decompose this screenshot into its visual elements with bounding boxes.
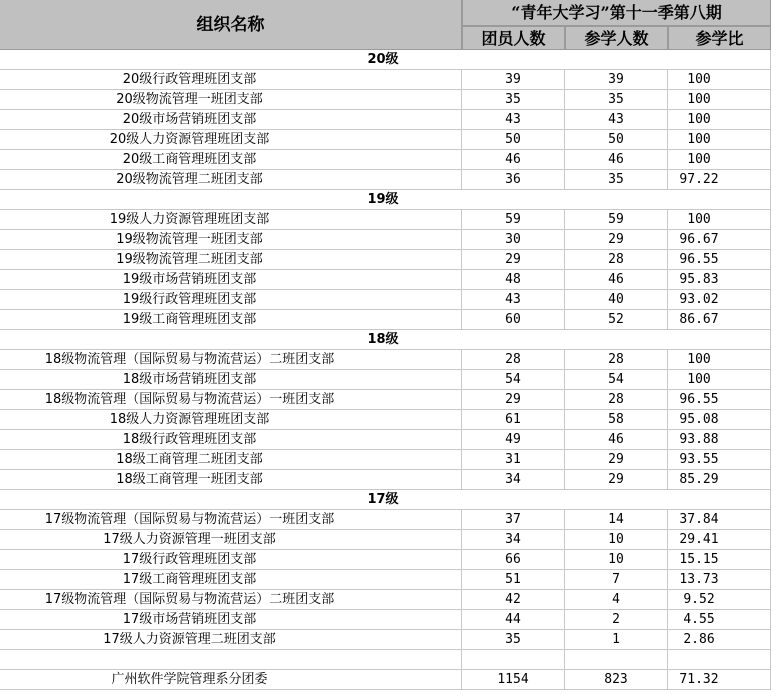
cell-org-name-text: 19级市场营销班团支部 bbox=[122, 272, 257, 287]
cell-org-name[interactable] bbox=[0, 590, 462, 610]
cell-participants-text: 28 bbox=[608, 352, 624, 367]
cell-members-text: 35 bbox=[505, 632, 521, 647]
total-row bbox=[0, 670, 777, 690]
cell-org-name-text: 18级工商管理一班团支部 bbox=[116, 472, 263, 487]
cell-members-text: 66 bbox=[505, 552, 521, 567]
cell-ratio-text: 13.73 bbox=[679, 572, 719, 587]
table-row bbox=[0, 590, 777, 610]
group-label[interactable] bbox=[0, 50, 771, 70]
cell-participants-text: 2 bbox=[612, 612, 620, 627]
cell-org-name-text: 18级物流管理（国际贸易与物流营运）二班团支部 bbox=[44, 352, 335, 367]
cell-ratio[interactable] bbox=[668, 290, 771, 310]
cell-ratio-text: 9.52 bbox=[683, 592, 715, 607]
cell-members-text: 31 bbox=[505, 452, 521, 467]
cell-members[interactable] bbox=[462, 450, 565, 470]
cell-members[interactable] bbox=[462, 470, 565, 490]
cell-ratio-text: 4.55 bbox=[683, 612, 715, 627]
cell-participants-text: 29 bbox=[608, 472, 624, 487]
cell-ratio-text: 100 bbox=[687, 132, 711, 147]
cell-ratio[interactable] bbox=[668, 530, 771, 550]
cell-ratio[interactable] bbox=[668, 210, 771, 230]
cell-org-name[interactable] bbox=[0, 170, 462, 190]
cell-members[interactable] bbox=[462, 230, 565, 250]
blank-cell[interactable] bbox=[462, 650, 565, 670]
cell-org-name[interactable] bbox=[0, 310, 462, 330]
cell-ratio-text: 93.88 bbox=[679, 432, 719, 447]
cell-ratio-text: 95.08 bbox=[679, 412, 719, 427]
cell-org-name-text: 19级人力资源管理班团支部 bbox=[109, 212, 270, 227]
cell-ratio[interactable] bbox=[668, 510, 771, 530]
cell-participants[interactable] bbox=[565, 70, 668, 90]
cell-ratio-text: 100 bbox=[687, 92, 711, 107]
cell-org-name[interactable] bbox=[0, 110, 462, 130]
group-label-text: 18级 bbox=[367, 332, 399, 347]
cell-ratio-text: 100 bbox=[687, 352, 711, 367]
table-row bbox=[0, 350, 777, 370]
cell-members-text: 51 bbox=[505, 572, 521, 587]
table-row bbox=[0, 410, 777, 430]
cell-participants[interactable] bbox=[565, 150, 668, 170]
cell-ratio[interactable] bbox=[668, 670, 771, 690]
sheet-edge bbox=[771, 0, 777, 696]
cell-members[interactable] bbox=[462, 210, 565, 230]
table-row bbox=[0, 430, 777, 450]
cell-members-text: 42 bbox=[505, 592, 521, 607]
cell-org-name-text: 广州软件学院管理系分团委 bbox=[111, 672, 268, 687]
cell-participants[interactable] bbox=[565, 510, 668, 530]
cell-ratio[interactable] bbox=[668, 90, 771, 110]
cell-org-name-text: 18级行政管理班团支部 bbox=[122, 432, 257, 447]
cell-participants-text: 46 bbox=[608, 272, 624, 287]
cell-org-name[interactable] bbox=[0, 670, 462, 690]
cell-org-name-text: 17级工商管理班团支部 bbox=[122, 572, 257, 587]
group-label-text: 19级 bbox=[367, 192, 399, 207]
cell-org-name[interactable] bbox=[0, 470, 462, 490]
cell-participants[interactable] bbox=[565, 670, 668, 690]
cell-participants-text: 52 bbox=[608, 312, 624, 327]
cell-members[interactable] bbox=[462, 290, 565, 310]
table-row bbox=[0, 130, 777, 150]
cell-participants[interactable] bbox=[565, 110, 668, 130]
cell-members-text: 1154 bbox=[497, 672, 529, 687]
cell-participants[interactable] bbox=[565, 290, 668, 310]
cell-members[interactable] bbox=[462, 670, 565, 690]
table-row bbox=[0, 290, 777, 310]
cell-ratio[interactable] bbox=[668, 610, 771, 630]
group-header-row bbox=[0, 330, 777, 350]
cell-members[interactable] bbox=[462, 110, 565, 130]
cell-org-name-text: 20级人力资源管理班团支部 bbox=[109, 132, 270, 147]
cell-participants[interactable] bbox=[565, 590, 668, 610]
cell-org-name-text: 18级人力资源管理班团支部 bbox=[109, 412, 270, 427]
cell-org-name-text: 17级人力资源管理一班团支部 bbox=[103, 532, 276, 547]
cell-participants-text: 50 bbox=[608, 132, 624, 147]
cell-ratio[interactable] bbox=[668, 70, 771, 90]
cell-org-name[interactable] bbox=[0, 350, 462, 370]
cell-ratio[interactable] bbox=[668, 470, 771, 490]
cell-org-name[interactable] bbox=[0, 230, 462, 250]
cell-org-name[interactable] bbox=[0, 270, 462, 290]
cell-members-text: 60 bbox=[505, 312, 521, 327]
cell-ratio[interactable] bbox=[668, 310, 771, 330]
cell-participants-text: 35 bbox=[608, 172, 624, 187]
cell-org-name[interactable] bbox=[0, 610, 462, 630]
table-row bbox=[0, 610, 777, 630]
cell-members[interactable] bbox=[462, 510, 565, 530]
cell-members-text: 34 bbox=[505, 472, 521, 487]
cell-members[interactable] bbox=[462, 590, 565, 610]
cell-participants-text: 46 bbox=[608, 432, 624, 447]
cell-members-text: 44 bbox=[505, 612, 521, 627]
table-row bbox=[0, 110, 777, 130]
cell-org-name-text: 17级行政管理班团支部 bbox=[122, 552, 257, 567]
cell-members[interactable] bbox=[462, 610, 565, 630]
cell-members[interactable] bbox=[462, 410, 565, 430]
blank-cell[interactable] bbox=[668, 650, 771, 670]
cell-org-name[interactable] bbox=[0, 510, 462, 530]
cell-members[interactable] bbox=[462, 530, 565, 550]
cell-participants-text: 59 bbox=[608, 212, 624, 227]
group-header-row bbox=[0, 50, 777, 70]
cell-org-name[interactable] bbox=[0, 90, 462, 110]
cell-members-text: 50 bbox=[505, 132, 521, 147]
table-row bbox=[0, 270, 777, 290]
cell-members-text: 34 bbox=[505, 532, 521, 547]
cell-members[interactable] bbox=[462, 150, 565, 170]
cell-participants-text: 7 bbox=[612, 572, 620, 587]
cell-participants-text: 28 bbox=[608, 392, 624, 407]
blank-row bbox=[0, 650, 777, 670]
cell-org-name[interactable] bbox=[0, 390, 462, 410]
cell-ratio-text: 96.55 bbox=[679, 252, 719, 267]
cell-ratio-text: 71.32 bbox=[679, 672, 719, 687]
table-row bbox=[0, 370, 777, 390]
cell-participants-text: 823 bbox=[604, 672, 628, 687]
cell-members[interactable] bbox=[462, 90, 565, 110]
cell-participants[interactable] bbox=[565, 530, 668, 550]
cell-members-text: 46 bbox=[505, 152, 521, 167]
cell-org-name[interactable] bbox=[0, 150, 462, 170]
group-label[interactable] bbox=[0, 330, 771, 350]
cell-ratio-text: 37.84 bbox=[679, 512, 719, 527]
cell-org-name-text: 20级物流管理二班团支部 bbox=[116, 172, 263, 187]
cell-ratio[interactable] bbox=[668, 230, 771, 250]
table-row bbox=[0, 210, 777, 230]
cell-participants-text: 28 bbox=[608, 252, 624, 267]
table-row bbox=[0, 630, 777, 650]
cell-participants[interactable] bbox=[565, 450, 668, 470]
cell-participants[interactable] bbox=[565, 310, 668, 330]
table-row bbox=[0, 450, 777, 470]
cell-org-name[interactable] bbox=[0, 410, 462, 430]
cell-ratio-text: 96.67 bbox=[679, 232, 719, 247]
cell-org-name[interactable] bbox=[0, 130, 462, 150]
cell-org-name-text: 20级行政管理班团支部 bbox=[122, 72, 257, 87]
cell-participants-text: 10 bbox=[608, 532, 624, 547]
cell-ratio-text: 100 bbox=[687, 112, 711, 127]
group-label[interactable] bbox=[0, 490, 771, 510]
cell-org-name[interactable] bbox=[0, 570, 462, 590]
cell-participants[interactable] bbox=[565, 610, 668, 630]
cell-participants-text: 40 bbox=[608, 292, 624, 307]
cell-participants[interactable] bbox=[565, 170, 668, 190]
cell-participants[interactable] bbox=[565, 570, 668, 590]
cell-org-name-text: 18级物流管理（国际贸易与物流营运）一班团支部 bbox=[44, 392, 335, 407]
group-label-text: 20级 bbox=[367, 52, 399, 67]
cell-members[interactable] bbox=[462, 310, 565, 330]
table-row bbox=[0, 230, 777, 250]
cell-members-text: 48 bbox=[505, 272, 521, 287]
cell-members[interactable] bbox=[462, 430, 565, 450]
cell-participants-text: 10 bbox=[608, 552, 624, 567]
cell-participants-text: 35 bbox=[608, 92, 624, 107]
table-row bbox=[0, 70, 777, 90]
cell-members-text: 37 bbox=[505, 512, 521, 527]
cell-ratio-text: 100 bbox=[687, 212, 711, 227]
cell-participants-text: 46 bbox=[608, 152, 624, 167]
cell-participants-text: 4 bbox=[612, 592, 620, 607]
blank-cell[interactable] bbox=[0, 650, 462, 670]
cell-members[interactable] bbox=[462, 350, 565, 370]
cell-participants[interactable] bbox=[565, 250, 668, 270]
cell-ratio-text: 93.02 bbox=[679, 292, 719, 307]
cell-participants-text: 14 bbox=[608, 512, 624, 527]
cell-org-name[interactable] bbox=[0, 70, 462, 90]
cell-members-text: 30 bbox=[505, 232, 521, 247]
cell-ratio-text: 86.67 bbox=[679, 312, 719, 327]
cell-participants-text: 43 bbox=[608, 112, 624, 127]
column-header-members[interactable]: 团员人数 bbox=[462, 26, 565, 50]
cell-org-name-text: 20级市场营销班团支部 bbox=[122, 112, 257, 127]
column-header-participants[interactable]: 参学人数 bbox=[565, 26, 668, 50]
cell-org-name-text: 20级工商管理班团支部 bbox=[122, 152, 257, 167]
cell-members[interactable] bbox=[462, 170, 565, 190]
cell-participants[interactable] bbox=[565, 130, 668, 150]
table-row bbox=[0, 510, 777, 530]
table-row bbox=[0, 550, 777, 570]
column-header-ratio[interactable]: 参学比 bbox=[668, 26, 771, 50]
cell-members-text: 49 bbox=[505, 432, 521, 447]
cell-org-name[interactable] bbox=[0, 430, 462, 450]
cell-members[interactable] bbox=[462, 70, 565, 90]
cell-org-name-text: 19级物流管理一班团支部 bbox=[116, 232, 263, 247]
table-row bbox=[0, 470, 777, 490]
cell-members-text: 59 bbox=[505, 212, 521, 227]
cell-org-name[interactable] bbox=[0, 370, 462, 390]
cell-participants-text: 29 bbox=[608, 452, 624, 467]
cell-ratio[interactable] bbox=[668, 130, 771, 150]
cell-ratio[interactable] bbox=[668, 170, 771, 190]
cell-members-text: 28 bbox=[505, 352, 521, 367]
cell-org-name[interactable] bbox=[0, 290, 462, 310]
table-row bbox=[0, 390, 777, 410]
table-row bbox=[0, 170, 777, 190]
cell-members[interactable] bbox=[462, 570, 565, 590]
cell-ratio[interactable] bbox=[668, 430, 771, 450]
cell-ratio[interactable] bbox=[668, 410, 771, 430]
cell-ratio-text: 93.55 bbox=[679, 452, 719, 467]
cell-members-text: 35 bbox=[505, 92, 521, 107]
cell-org-name[interactable] bbox=[0, 550, 462, 570]
blank-cell[interactable] bbox=[565, 650, 668, 670]
cell-ratio[interactable] bbox=[668, 270, 771, 290]
cell-ratio[interactable] bbox=[668, 590, 771, 610]
group-label[interactable] bbox=[0, 190, 771, 210]
cell-ratio[interactable] bbox=[668, 370, 771, 390]
cell-ratio-text: 100 bbox=[687, 72, 711, 87]
cell-participants-text: 39 bbox=[608, 72, 624, 87]
cell-org-name-text: 18级工商管理二班团支部 bbox=[116, 452, 263, 467]
column-header-org-name[interactable]: 组织名称 bbox=[0, 0, 462, 50]
cell-members-text: 36 bbox=[505, 172, 521, 187]
cell-participants[interactable] bbox=[565, 550, 668, 570]
cell-org-name-text: 19级行政管理班团支部 bbox=[122, 292, 257, 307]
cell-org-name[interactable] bbox=[0, 250, 462, 270]
cell-members-text: 29 bbox=[505, 252, 521, 267]
cell-ratio[interactable] bbox=[668, 550, 771, 570]
cell-members-text: 39 bbox=[505, 72, 521, 87]
cell-ratio-text: 29.41 bbox=[679, 532, 719, 547]
cell-ratio[interactable] bbox=[668, 630, 771, 650]
cell-participants[interactable] bbox=[565, 350, 668, 370]
cell-members[interactable] bbox=[462, 550, 565, 570]
cell-org-name[interactable] bbox=[0, 450, 462, 470]
cell-ratio[interactable] bbox=[668, 150, 771, 170]
table-row bbox=[0, 250, 777, 270]
cell-participants[interactable] bbox=[565, 230, 668, 250]
cell-ratio-text: 96.55 bbox=[679, 392, 719, 407]
cell-org-name[interactable] bbox=[0, 530, 462, 550]
cell-ratio[interactable] bbox=[668, 110, 771, 130]
cell-participants-text: 1 bbox=[612, 632, 620, 647]
cell-ratio-text: 85.29 bbox=[679, 472, 719, 487]
cell-members-text: 43 bbox=[505, 112, 521, 127]
cell-participants-text: 54 bbox=[608, 372, 624, 387]
cell-participants[interactable] bbox=[565, 630, 668, 650]
cell-participants[interactable] bbox=[565, 90, 668, 110]
cell-ratio[interactable] bbox=[668, 350, 771, 370]
cell-members-text: 61 bbox=[505, 412, 521, 427]
cell-members-text: 54 bbox=[505, 372, 521, 387]
cell-org-name-text: 20级物流管理一班团支部 bbox=[116, 92, 263, 107]
cell-org-name-text: 18级市场营销班团支部 bbox=[122, 372, 257, 387]
cell-ratio-text: 100 bbox=[687, 372, 711, 387]
cell-participants[interactable] bbox=[565, 410, 668, 430]
cell-ratio-text: 15.15 bbox=[679, 552, 719, 567]
column-header-campaign-title[interactable]: “青年大学习”第十一季第八期 bbox=[462, 0, 771, 26]
table-row bbox=[0, 150, 777, 170]
cell-members[interactable] bbox=[462, 130, 565, 150]
table-row bbox=[0, 570, 777, 590]
cell-participants-text: 58 bbox=[608, 412, 624, 427]
cell-members-text: 29 bbox=[505, 392, 521, 407]
group-label-text: 17级 bbox=[367, 492, 399, 507]
cell-org-name-text: 17级市场营销班团支部 bbox=[122, 612, 257, 627]
cell-ratio-text: 2.86 bbox=[683, 632, 715, 647]
cell-org-name-text: 19级物流管理二班团支部 bbox=[116, 252, 263, 267]
cell-members[interactable] bbox=[462, 250, 565, 270]
cell-ratio-text: 95.83 bbox=[679, 272, 719, 287]
cell-members[interactable] bbox=[462, 270, 565, 290]
cell-participants[interactable] bbox=[565, 370, 668, 390]
cell-participants[interactable] bbox=[565, 430, 668, 450]
cell-ratio[interactable] bbox=[668, 570, 771, 590]
cell-members[interactable] bbox=[462, 390, 565, 410]
cell-org-name-text: 17级人力资源管理二班团支部 bbox=[103, 632, 276, 647]
cell-members-text: 43 bbox=[505, 292, 521, 307]
cell-participants-text: 29 bbox=[608, 232, 624, 247]
cell-ratio[interactable] bbox=[668, 450, 771, 470]
cell-participants[interactable] bbox=[565, 210, 668, 230]
group-header-row bbox=[0, 490, 777, 510]
cell-members[interactable] bbox=[462, 370, 565, 390]
cell-ratio[interactable] bbox=[668, 390, 771, 410]
cell-org-name[interactable] bbox=[0, 210, 462, 230]
cell-ratio-text: 100 bbox=[687, 152, 711, 167]
cell-org-name[interactable] bbox=[0, 630, 462, 650]
table-row bbox=[0, 530, 777, 550]
cell-ratio-text: 97.22 bbox=[679, 172, 719, 187]
cell-org-name-text: 19级工商管理班团支部 bbox=[122, 312, 257, 327]
cell-participants[interactable] bbox=[565, 390, 668, 410]
cell-ratio[interactable] bbox=[668, 250, 771, 270]
cell-participants[interactable] bbox=[565, 270, 668, 290]
cell-org-name-text: 17级物流管理（国际贸易与物流营运）二班团支部 bbox=[44, 592, 335, 607]
cell-participants[interactable] bbox=[565, 470, 668, 490]
table-row bbox=[0, 310, 777, 330]
table-row bbox=[0, 90, 777, 110]
cell-org-name-text: 17级物流管理（国际贸易与物流营运）一班团支部 bbox=[44, 512, 335, 527]
cell-members[interactable] bbox=[462, 630, 565, 650]
group-header-row bbox=[0, 190, 777, 210]
